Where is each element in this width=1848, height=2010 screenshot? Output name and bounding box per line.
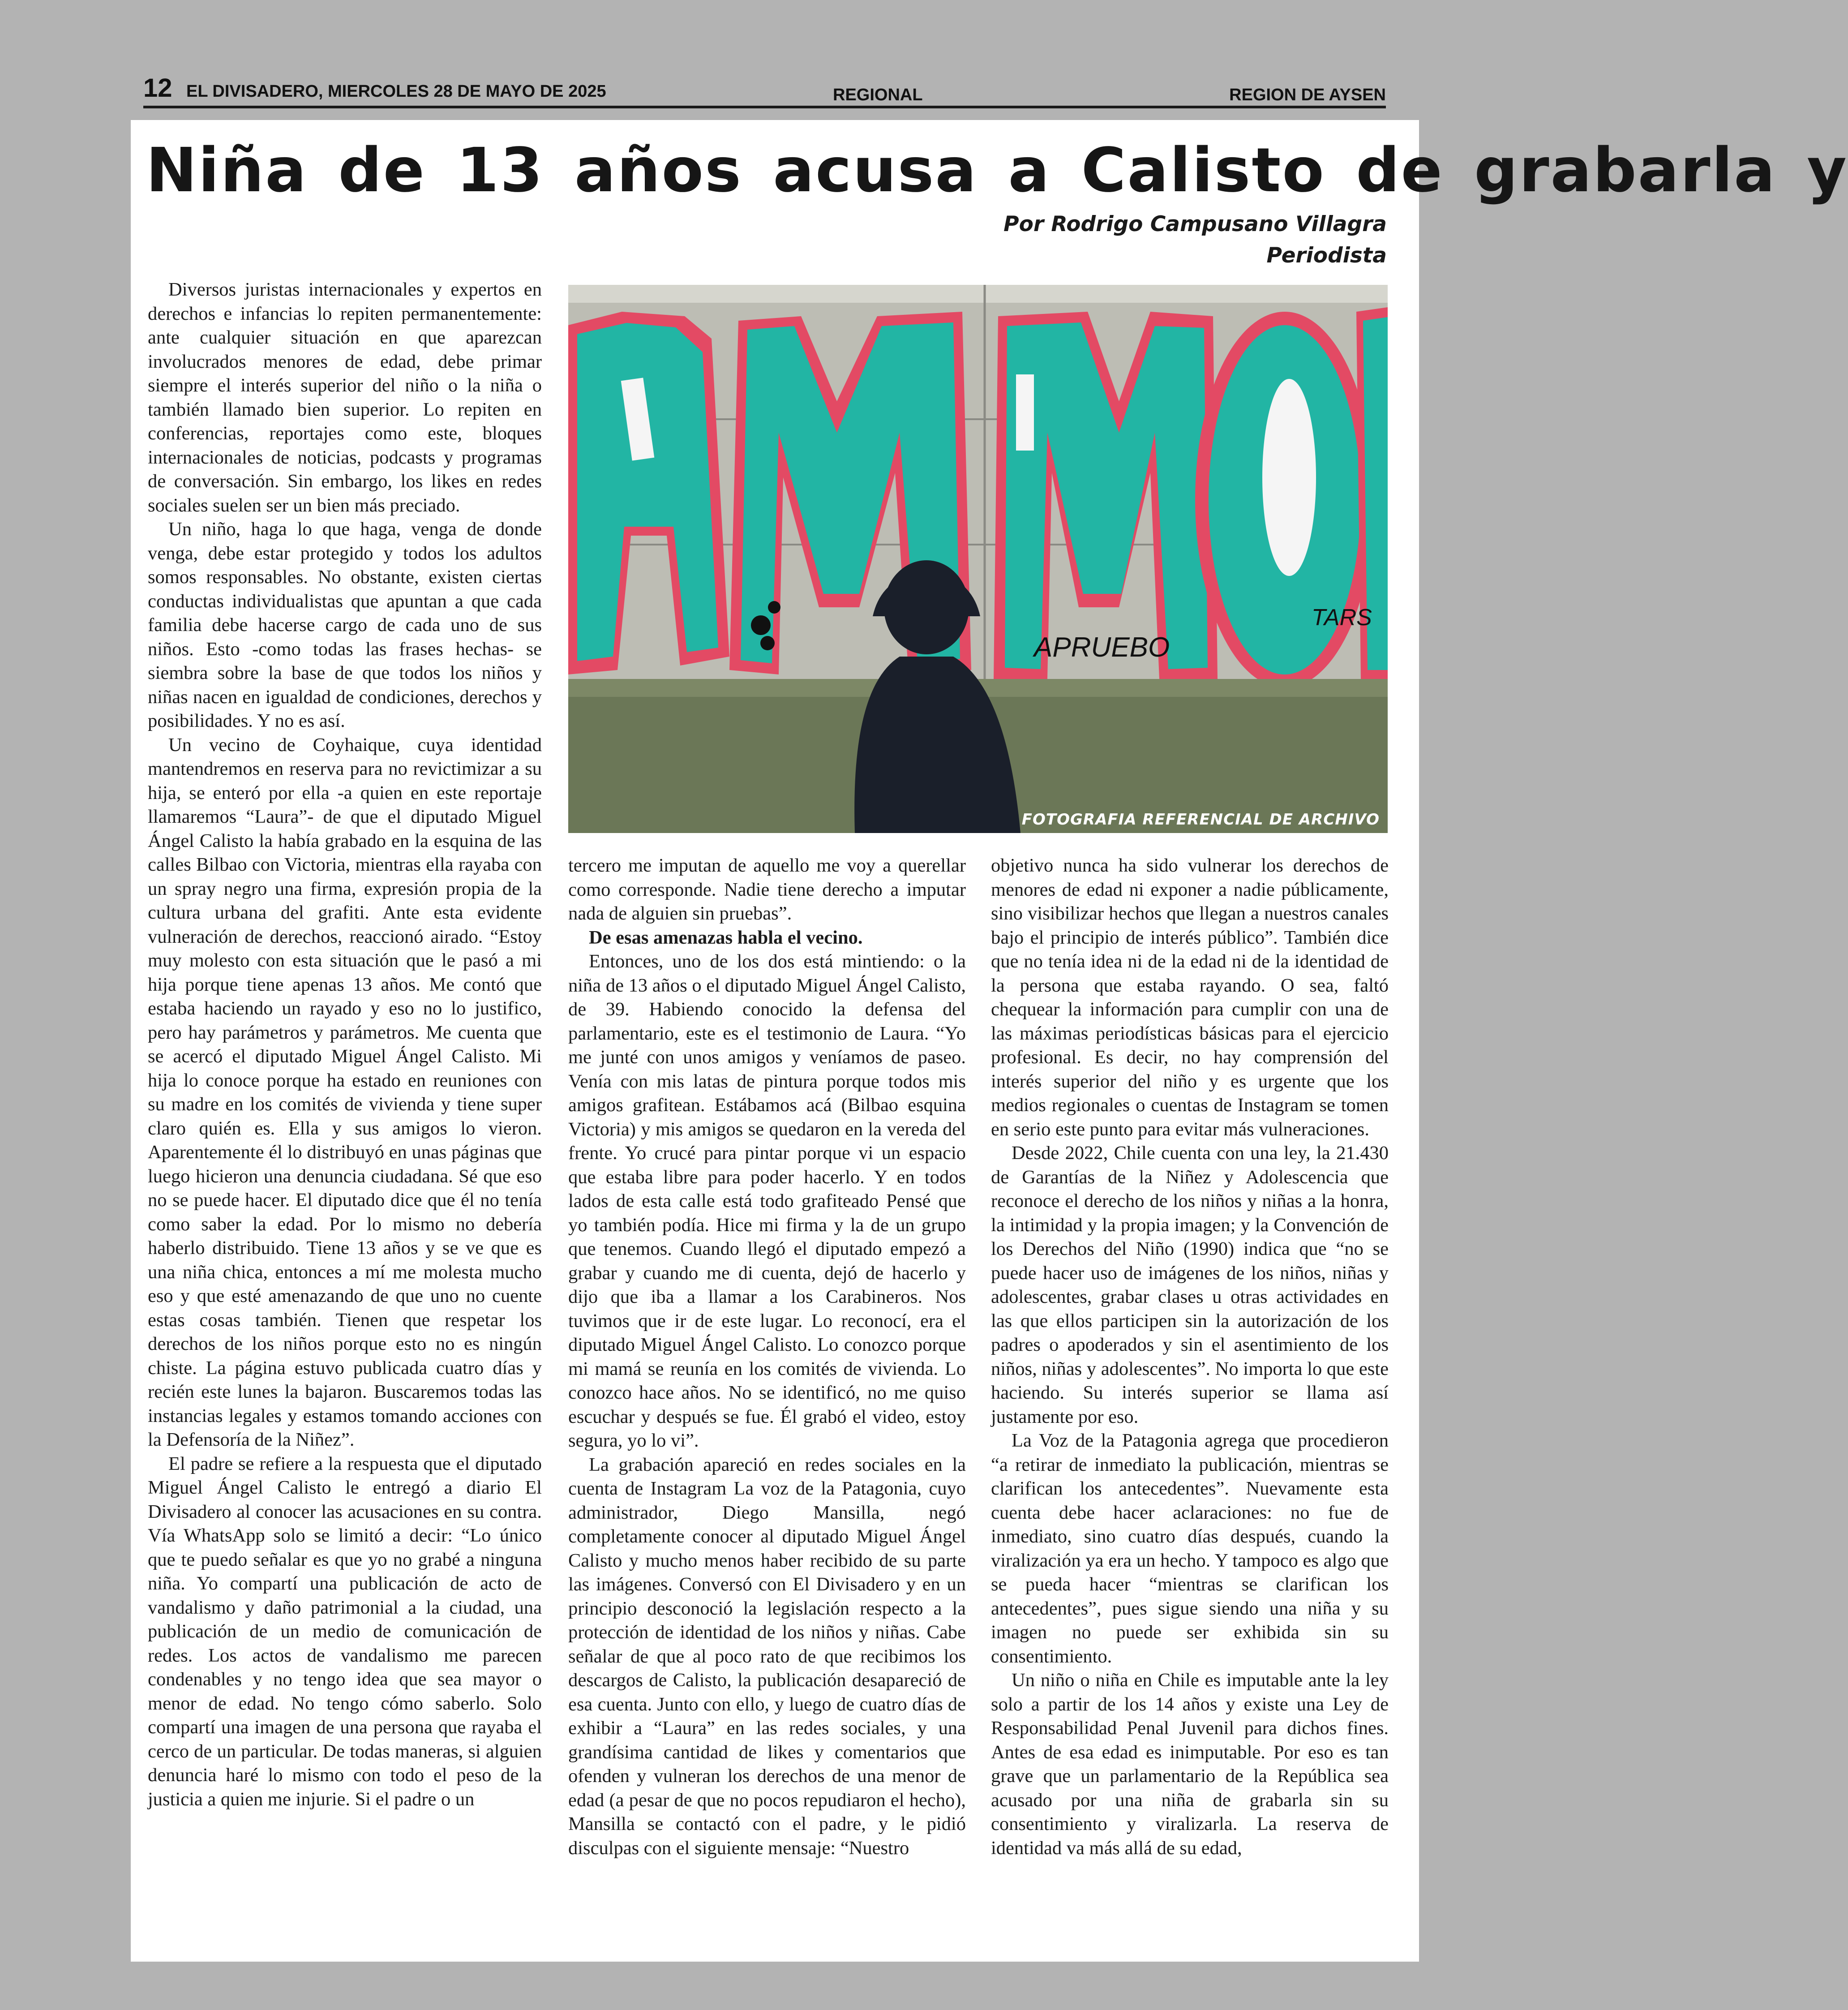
paragraph: Diversos juristas internacionales y expertos en derechos e infancias lo repiten permanentemente: ante cualquier situación en que aparezcan involucrados menores de edad, debe primar siempre el interés superior del niño o la niña o también llamado bien superior. Lo repiten en conferencias, reportajes como este, bloques internacionales de noticias, podcasts y programas de conversación. Sin embargo, los likes en redes sociales suelen ser un bien más preciado. xyxy=(148,279,542,516)
page-number: 12 xyxy=(143,73,172,103)
graffiti-photo-illustration xyxy=(568,285,1388,833)
newspaper-date: EL DIVISADERO, MIERCOLES 28 DE MAYO DE 2025 xyxy=(186,82,606,101)
paragraph: Desde 2022, Chile cuenta con una ley, la 21.430 de Garantías de la Niñez y Adolescencia que reconoce el derecho de los niños y niñas a la honra, la intimidad y la propia imagen; y la Convención de los Derechos del Niño (1990) indica que “no se puede hacer uso de imágenes de los niños, niñas y adolescentes, grabar clases u otras actividades en las que ellos participen sin la autorización de los padres o apoderados y sin el asentimiento de los niños, niñas y adolescentes”. No importa lo que este haciendo. Su interés superior se llama así justamente por eso. xyxy=(991,1142,1389,1427)
paragraph: El padre se refiere a la respuesta que el diputado Miguel Ángel Calisto le entregó a diario El Divisadero al conocer las acusaciones en su contra. Vía WhatsApp solo se limitó a decir: “Lo único que te puedo señalar es que yo no grabé a ninguna niña. Yo compartí una publicación de acto de vandalismo y daño patrimonial a la ciudad, una publicación de un medio de comunicación de redes. Los actos de vandalismo me parecen condenables y no tengo idea que sea mayor o menor de edad. No tengo cómo saberlo. Solo compartí una imagen de una persona que rayaba el cerco de un particular. De todas maneras, si alguien denuncia haré lo mismo con todo el peso de la justicia a quien me injurie. Si el padre o un xyxy=(148,1453,542,1810)
column-2 xyxy=(568,854,966,1860)
byline-role: Periodista xyxy=(1266,243,1387,268)
paragraph: objetivo nunca ha sido vulnerar los derechos de menores de edad ni exponer a nadie públicamente, sino visibilizar hechos que llegan a nuestros canales bajo el principio de interés público”. También dice que no tenía idea ni de la edad ni de la identidad de la persona que estaba rayando. O sea, faltó chequear la información para cumplir con una de las máximas periodísticas básicas para el ejercicio profesional. Es decir, no hay comprensión del interés superior del niño y es urgente que los medios regionales o cuentas de Instagram se tomen en serio este punto para evitar más vulneraciones. xyxy=(991,855,1389,1140)
article-page xyxy=(131,120,1848,1962)
section-label: REGIONAL xyxy=(833,86,923,104)
paragraph: La Voz de la Patagonia agrega que procedieron “a retirar de inmediato la publicación, mientras se clarifican los antecedentes”. Nuevamente esta cuenta debe hacer aclaraciones: no fue de inmediato, sino cuatro días después, cuando la viralización ya era un hecho. Y tampoco es algo que se pueda hacer “mientras se clarifican los antecedentes”, pues sigue siendo una niña y su imagen no puede ser exhibida sin su consentimiento. xyxy=(991,1430,1389,1667)
byline-author: Por Rodrigo Campusano Villagra xyxy=(1003,212,1387,236)
region-label: REGION DE AYSEN xyxy=(1229,86,1386,104)
photo-tag: APRUEBO xyxy=(1034,632,1170,663)
paragraph: Un niño, haga lo que haga, venga de donde venga, debe estar protegido y todos los adultos somos responsables. No obstante, existen ciertas conductas individualistas que apuntan a que cada familia debe hacerse cargo de cada uno de sus niños. Esto -como todas las frases hechas- se siembra sobre la base de que todos los niños y niñas nacen en igualdad de condiciones, derechos y posibilidades. Y no es así. xyxy=(148,519,542,731)
photo-caption: FOTOGRAFIA REFERENCIAL DE ARCHIVO xyxy=(1021,811,1380,829)
paragraph: La grabación apareció en redes sociales en la cuenta de Instagram La voz de la Patagonia, cuyo administrador, Diego Mansilla, negó completamente conocer al diputado Miguel Ángel Calisto y mucho menos haber recibido de su parte las imágenes. Conversó con El Divisadero y en un principio desconoció la legislación respecto a la protección de identidad de los niños y niñas. Cabe señalar de que al poco rato de que recibimos los descargos de Calisto, la publicación desapareció de esa cuenta. Junto con ello, y luego de cuatro días de exhibir a “Laura” en las redes sociales, y una grandísima cantidad de likes y comentarios que ofenden y vulneran los derechos de una menor de edad (a pesar de que no pocos repudiaron el hecho), Mansilla se contactó con el padre, y le pidió disculpas con el siguiente mensaje: “Nuestro xyxy=(568,1454,966,1859)
paragraph: tercero me imputan de aquello me voy a querellar como corresponde. Nadie tiene derecho a imputar nada de alguien sin pruebas”. xyxy=(568,855,966,924)
byline xyxy=(1003,209,1387,271)
paragraph: Un vecino de Coyhaique, cuya identidad mantendremos en reserva para no revictimizar a su hija, se enteró por ella -a quien en este reportaje llamaremos “Laura”- de que el diputado Miguel Ángel Calisto la había grabado en la esquina de las calles Bilbao con Victoria, mientras ella rayaba con un spray negro una firma, expresión propia de la cultura urbana del grafiti. Ante esta evidente vulneración de derechos, reaccionó airado. “Estoy muy molesto con esta situación que le pasó a mi hija porque tiene apenas 13 años. Me contó que estaba haciendo un rayado y eso no lo justifico, pero hay parámetros y parámetros. Me cuenta que se acercó el diputado Miguel Ángel Calisto. Mi hija lo conoce porque ha estado en reuniones con su madre en los comités de vivienda y tiene super claro quién es. Ella y sus amigos lo vieron. Aparentemente él lo distribuyó en unas páginas que luego hicieron una denuncia ciudadana. Sé que eso no se puede hacer. El diputado dice que él no tenía como saber la edad. Por lo mismo no debería haberlo distribuido. Tiene 13 años y se ve que es una niña chica, entonces a mí me molesta mucho eso y que esté amenazando de que uno no cuente estas cosas también. Tienen que respetar los derechos de los niños porque esto no es ningún chiste. La página estuvo publicada cuatro días y recién este lunes la bajaron. Buscaremos todas las instancias legales y estamos tomando acciones con la Defensoría de la Niñez”. xyxy=(148,734,542,1450)
paragraph: Entonces, uno de los dos está mintiendo: o la niña de 13 años o el diputado Miguel Ángel Calisto, de 39. Habiendo conocido la defensa del parlamentario, este es el testimonio de Laura. “Yo me junté con unos amigos y veníamos de paseo. Venía con mis latas de pintura porque todos mis amigos grafitean. Estábamos acá (Bilbao esquina Victoria) y mis amigos se quedaron en la vereda del frente. Yo crucé para pintar porque vi un espacio que estaba libre para poder hacerlo. Y en todos lados de esta calle está todo grafiteado Pensé que yo también podía. Hice mi firma y la de un grupo que tenemos. Cuando llegó el diputado empezó a grabar y cuando me di cuenta, dejó de hacerlo y dijo que iba a llamar a los Carabineros. Nos tuvimos que ir de este lugar. Lo reconocí, era el diputado Miguel Ángel Calisto. Lo conozco porque mi mamá se reunía en los comités de vivienda. Lo conozco hace años. No se identificó, no me quiso escuchar y después se fue. Él grabó el video, estoy segura, yo lo vi”. xyxy=(568,951,966,1451)
article-photo xyxy=(568,285,1388,833)
subheading: De esas amenazas habla el vecino. xyxy=(589,927,863,948)
column-1 xyxy=(148,278,542,1811)
headline: Niña de 13 años acusa a Calisto de grabarla y xyxy=(146,135,1848,206)
paragraph: Un niño o niña en Chile es imputable ante la ley solo a partir de los 14 años y existe una Ley de Responsabilidad Penal Juvenil para dichos fines. Antes de esa edad es inimputable. Por eso es tan grave que un parlamentario de la República sea acusado por una niña de grabarla sin su consentimiento y viralizarla. La reserva de identidad va más allá de su edad, xyxy=(991,1670,1389,1859)
page-header xyxy=(143,73,1386,108)
column-3 xyxy=(991,854,1389,1860)
photo-tag: TARS xyxy=(1312,605,1372,631)
